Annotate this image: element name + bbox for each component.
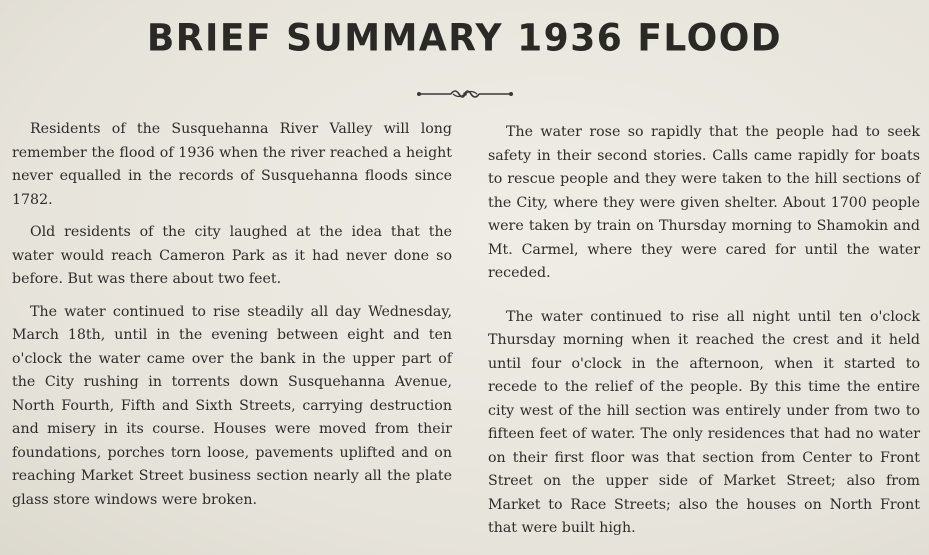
paragraph: The water continued to rise all night until ten o'clock Thursday morning when it reached the crest and it held until four o'clock in the afternoon, when it started to recede to the relief of the people. By this time the entire city west of the hill section was entirely under from two to fifteen feet of water. The only residences that had no water on their first floor was that section from Center to Front Street on the upper side of Market Street; also from Market to Race Streets; also the houses on North Front that were built high. [488,308,920,536]
paragraph: Residents of the Susquehanna River Valley will long remember the flood of 1936 when the river reached a height never equalled in the records of Susquehanna floods since 1782. [12,121,452,208]
paragraph: The water continued to rise steadily all day Wednesday, March 18th, until in the evening between eight and ten o'clock the water came over the bank in the upper part of the City rushing in torrents down Susquehanna Avenue, North Fourth, Fifth and Sixth Streets, carrying destruction and misery in its course. Houses were moved from their foundations, porches torn loose, pavements uplifted and on reaching Market Street business section nearly all the plate glass store windows were broken. [12,303,452,508]
paragraph: The water rose so rapidly that the people had to seek safety in their second stories. Calls came rapidly for boats to rescue people and they were taken to the hill sections of the City, where they were given shelter. About 1700 people were taken by train on Thursday morning to Shamokin and Mt. Carmel, where they were cared for until the water receded. [488,124,920,281]
paragraph: Old residents of the city laughed at the idea that the water would reach Cameron Park as it had never done so before. But was there about two feet. [12,224,452,287]
ornament-divider [0,86,929,105]
left-column [12,118,452,521]
flourish-icon [415,87,515,101]
page-title: BRIEF SUMMARY 1936 FLOOD [146,16,783,61]
right-column [488,121,920,550]
